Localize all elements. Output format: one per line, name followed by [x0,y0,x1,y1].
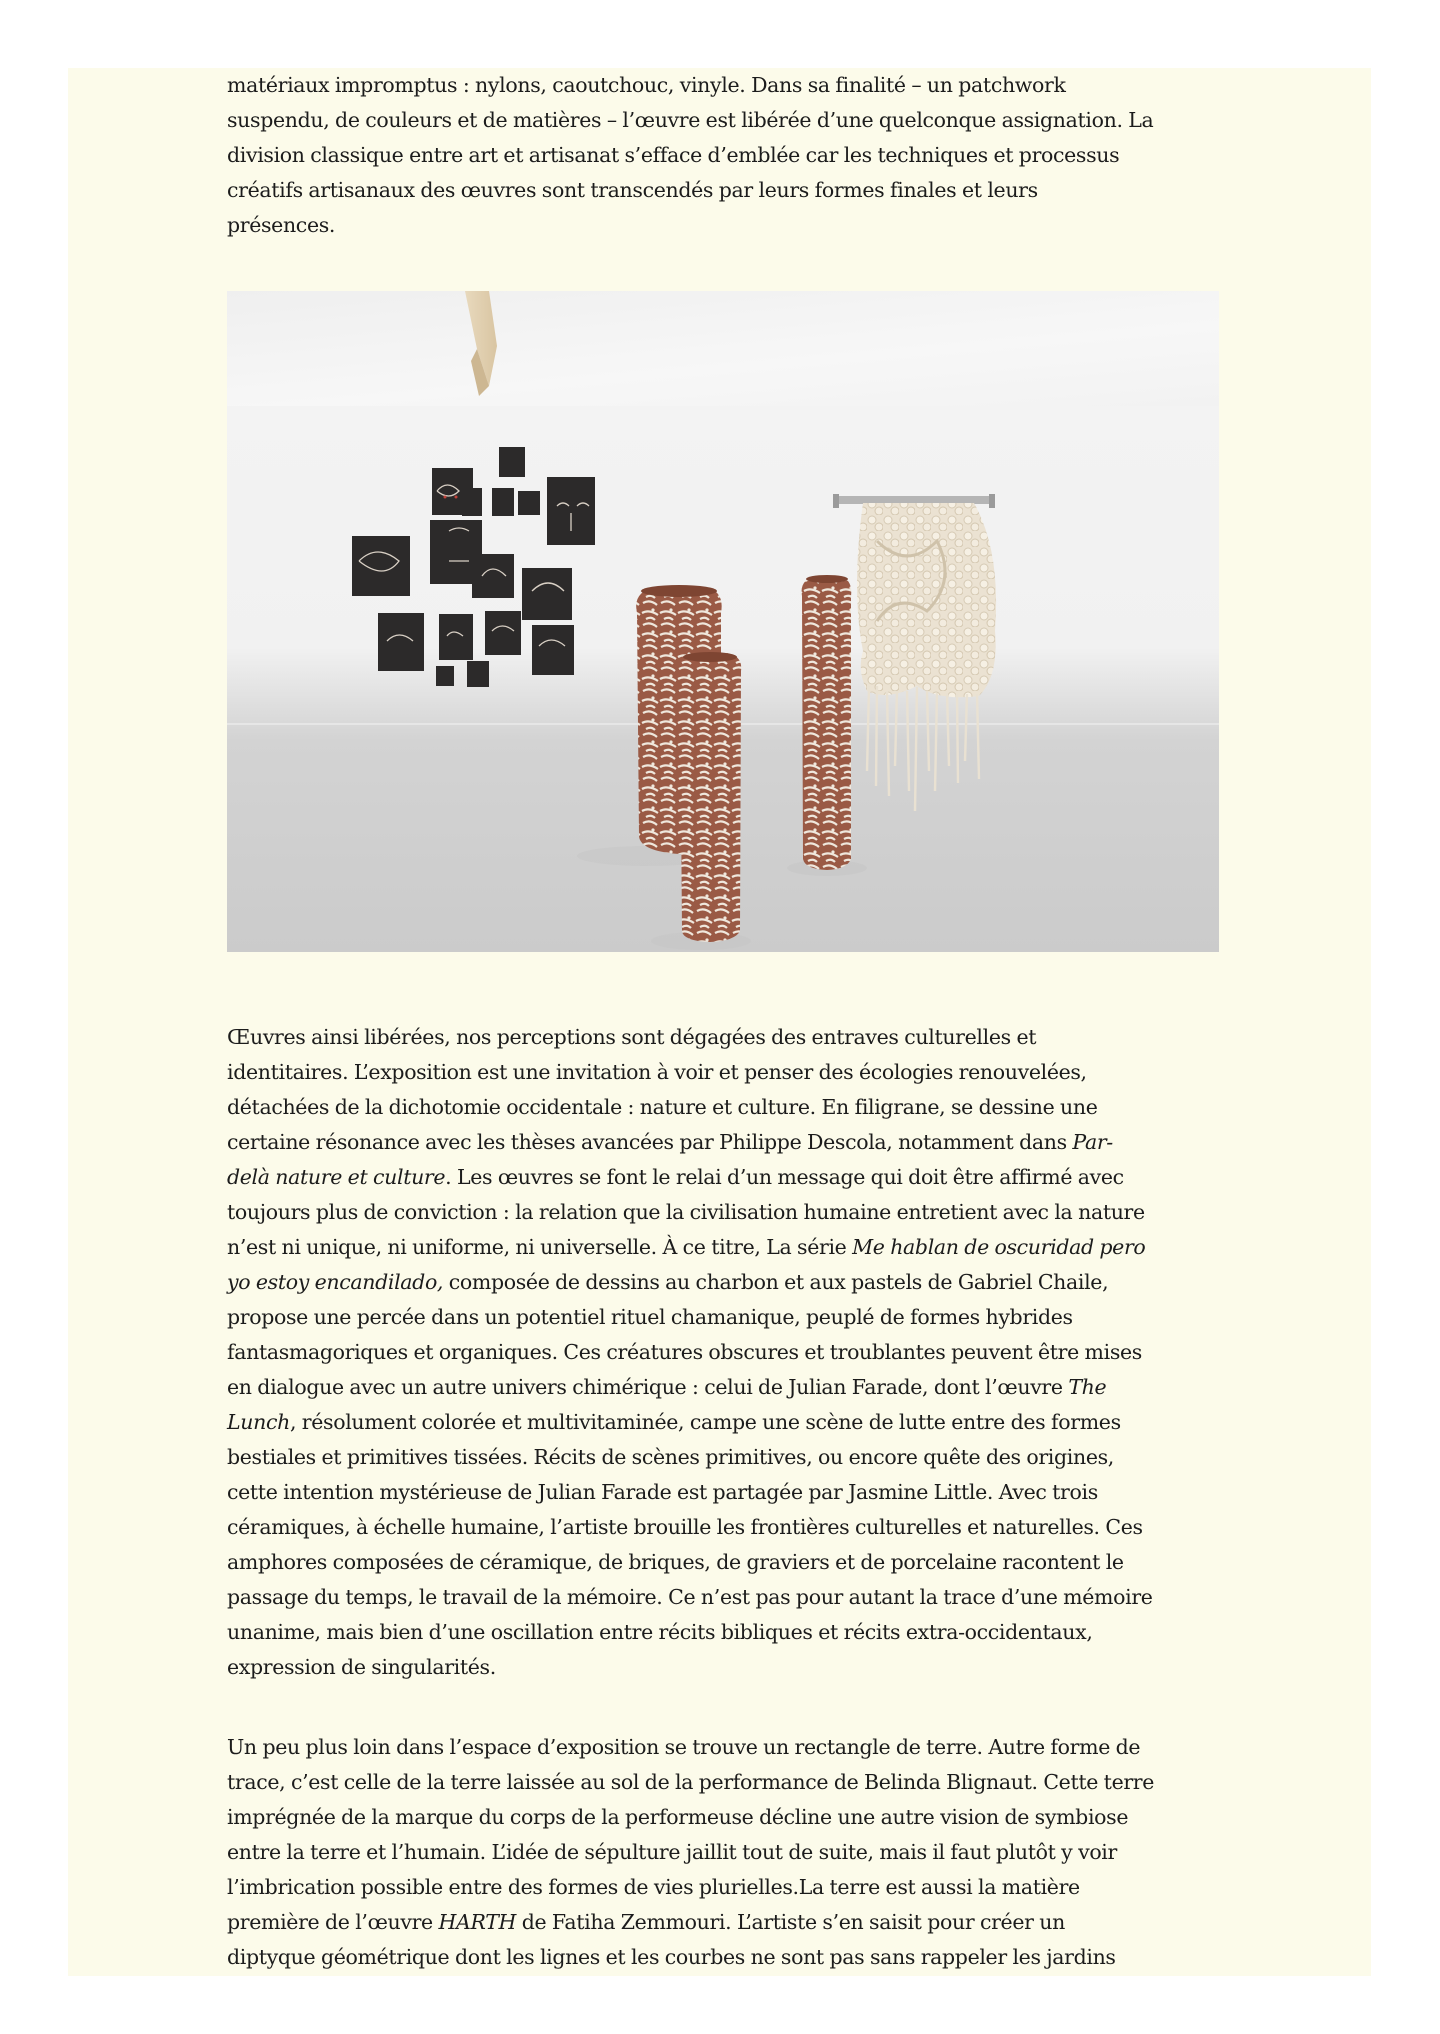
text-line: , résolument colorée et multivitaminée, campe une scène de lutte entre des formes [289,1410,1121,1434]
book-title-italic: delà nature et culture [227,1165,446,1189]
text-line: toujours plus de conviction : la relation que la civilisation humaine entretient avec la nature [227,1200,1145,1224]
exhibition-scene [227,291,1219,952]
charcoal-drawings [352,447,595,687]
series-title-italic: Me hablan de oscuridad pero [852,1235,1146,1259]
text-line: présences. [227,213,336,237]
artwork-title-italic: Lunch [227,1410,290,1434]
text-line: imprégnée de la marque du corps de la performeuse décline une autre vision de symbiose [227,1805,1129,1829]
text-line: matériaux impromptus : nylons, caoutchouc, vinyle. Dans sa finalité – un patchwork [227,73,1066,97]
text-line: de Fatiha Zemmouri. L’artiste s’en saisit pour créer un [516,1910,1065,1934]
text-line: composée de dessins au charbon et aux pastels de Gabriel Chaile, [443,1270,1109,1294]
text-line: identitaires. L’exposition est une invitation à voir et penser des écologies renouvelées, [227,1060,1087,1084]
text-line: . Les œuvres se font le relai d’un message qui doit être affirmé avec [445,1165,1124,1189]
text-line: créatifs artisanaux des œuvres sont transcendés par leurs formes finales et leurs [227,178,1038,202]
text-line: l’imbrication possible entre des formes de vies plurielles.La terre est aussi la matière [227,1875,1080,1899]
artwork-title-italic: HARTH [438,1910,517,1934]
text-line: n’est ni unique, ni uniforme, ni universelle. À ce titre, La série [227,1235,853,1259]
text-line: première de l’œuvre [227,1910,439,1934]
text-line: cette intention mystérieuse de Julian Farade est partagée par Jasmine Little. Avec trois [227,1480,1098,1504]
text-line: bestiales et primitives tissées. Récits de scènes primitives, ou encore quête des origines, [227,1445,1114,1469]
text-line: Un peu plus loin dans l’espace d’exposition se trouve un rectangle de terre. Autre forme de [227,1735,1141,1759]
text-line: propose une percée dans un potentiel rituel chamanique, peuplé de formes hybrides [227,1305,1073,1329]
text-line: détachées de la dichotomie occidentale : nature et culture. En filigrane, se dessine une [227,1095,1098,1119]
text-line: céramiques, à échelle humaine, l’artiste brouille les frontières culturelles et naturelles. Ces [227,1515,1143,1539]
text-line: en dialogue avec un autre univers chimérique : celui de Julian Farade, dont l’œuvre [227,1375,1069,1399]
text-line: amphores composées de céramique, de briques, de graviers et de porcelaine racontent le [227,1550,1124,1574]
macrame-tapestry [857,503,996,811]
text-line: trace, c’est celle de la terre laissée au sol de la performance de Belinda Blignaut. Cette terre [227,1770,1155,1794]
main-paragraph [227,1020,1219,1685]
intro-paragraph [227,68,1219,243]
text-line: unanime, mais bien d’une oscillation entre récits bibliques et récits extra-occidentaux, [227,1620,1093,1644]
text-line: fantasmagoriques et organiques. Ces créatures obscures et troublantes peuvent être mises [227,1340,1142,1364]
text-line: diptyque géométrique dont les lignes et les courbes ne sont pas sans rappeler les jardins [227,1945,1116,1969]
text-line: expression de singularités. [227,1655,496,1679]
ceramic-amphora-right [802,575,852,870]
ceiling-beam [465,291,497,396]
text-line: passage du temps, le travail de la mémoire. Ce n’est pas pour autant la trace d’une mémoire [227,1585,1153,1609]
text-line: entre la terre et l’humain. L’idée de sépulture jaillit tout de suite, mais il faut plutôt y voir [227,1840,1117,1864]
text-line: Œuvres ainsi libérées, nos perceptions sont dégagées des entraves culturelles et [227,1025,1037,1049]
book-title-italic: Par- [1072,1130,1113,1154]
ceramic-amphora-center [680,652,742,942]
text-line: certaine résonance avec les thèses avancées par Philippe Descola, notamment dans [227,1130,1073,1154]
series-title-italic: yo estoy encandilado, [227,1270,444,1294]
text-line: suspendu, de couleurs et de matières – l’œuvre est libérée d’une quelconque assignation. La [227,108,1154,132]
exhibition-photo [227,291,1219,952]
artwork-title-italic: The [1068,1375,1107,1399]
second-paragraph [227,1730,1219,1975]
text-line: division classique entre art et artisanat s’efface d’emblée car les techniques et processus [227,143,1120,167]
